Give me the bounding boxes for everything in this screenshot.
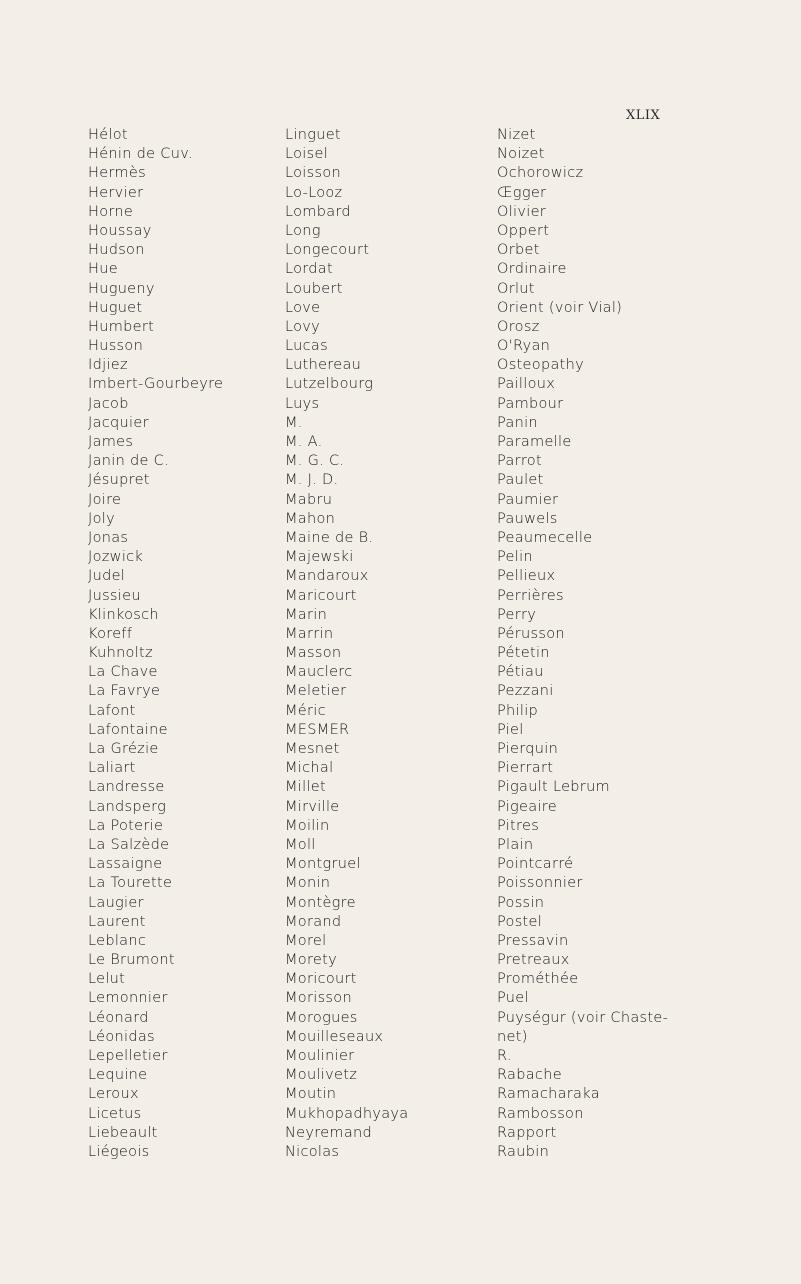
index-entry: Rabache [497,1067,562,1084]
index-entry: Perry [497,606,537,623]
index-entry: Moricourt [285,971,357,988]
index-entry: Pelin [497,549,533,566]
index-entry: Loubert [285,280,343,297]
index-entry: Loisel [285,146,329,163]
index-entry: Marrin [285,625,334,642]
index-column-3 [497,126,668,1162]
index-entry: Lordat [285,261,333,278]
index-entry: M. [285,414,303,431]
index-entry: Nicolas [285,1143,340,1160]
index-entry: R. [497,1048,512,1064]
index-entry: Lutzelbourg [285,376,374,393]
index-entry: Landresse [88,779,165,796]
index-entry: Mandaroux [285,568,369,585]
index-entry: Perrières [497,587,564,604]
index-entry: Houssay [88,222,152,239]
index-entry: Pérusson [497,625,565,642]
index-entry: Piel [497,721,524,738]
index-entry: Monin [285,875,331,892]
index-entry: Mesnet [285,741,340,757]
index-entry: Léonidas [88,1028,155,1045]
index-entry: Long [285,222,321,239]
index-entry: Pitres [497,817,540,834]
index-entry: M. J. D. [285,472,339,489]
index-entry: Marin [285,606,328,623]
index-entry: Moll [285,836,316,853]
index-entry: Orosz [497,318,540,335]
index-entry: MESMER [285,721,350,738]
index-entry: La Grézie [88,741,159,757]
index-entry: Huguet [88,299,143,316]
index-entry: Paumier [497,491,559,508]
index-entry: Puel [497,990,529,1007]
index-entry: Lepelletier [88,1048,168,1064]
index-entry: M. A. [285,434,323,450]
index-entry: Humbert [88,318,155,335]
index-entry: Léonard [88,1009,149,1026]
index-entry: Joire [88,491,122,508]
index-entry: Maricourt [285,587,357,604]
index-entry: Kuhnoltz [88,645,153,662]
index-entry: Hervier [88,184,144,201]
index-entry: Landsperg [88,798,167,815]
index-entry: Œgger [497,184,547,201]
index-entry: Pezzani [497,683,554,700]
index-entry: Hue [88,261,118,278]
index-entry: Pétetin [497,645,550,662]
index-entry: Moutin [285,1086,337,1103]
index-entry: Méric [285,702,326,719]
index-entry: Jozwick [88,549,144,566]
index-entry: Millet [285,779,327,796]
index-entry: Leblanc [88,932,147,949]
index-entry: Rapport [497,1124,557,1141]
index-entry: Horne [88,203,134,220]
index-entry: Orlut [497,280,535,297]
index-column-2 [285,126,408,1162]
index-entry: Leroux [88,1086,139,1103]
page-number: XLIX [626,108,661,123]
index-entry: Orient (voir Vial) [497,299,623,316]
index-entry: Montgruel [285,856,361,873]
index-entry: Ochorowicz [497,165,584,182]
index-entry: Masson [285,645,342,662]
index-entry: Pointcarré [497,856,574,873]
index-entry: Raubin [497,1143,550,1160]
index-entry: Ramacharaka [497,1086,600,1103]
index-entry: Poissonnier [497,875,583,892]
index-entry: Pauwels [497,510,558,527]
index-entry: Pierrart [497,760,554,777]
index-entry: Moilin [285,817,330,834]
index-entry: Plain [497,836,534,853]
index-entry: Maine de B. [285,529,374,546]
index-entry: Jésupret [88,472,150,489]
index-entry: La Chave [88,664,158,681]
index-entry: Neyremand [285,1124,373,1141]
index-column-1 [88,126,223,1162]
index-entry: Longecourt [285,242,370,259]
index-entry: Possin [497,894,545,911]
index-entry: Hudson [88,242,145,259]
index-entry: Pressavin [497,932,569,949]
index-entry: Judel [88,568,126,585]
index-entry: Lassaigne [88,856,163,873]
index-entry: Pierquin [497,741,559,757]
index-entry: Jacquier [88,414,149,431]
index-entry: Lovy [285,318,321,335]
index-entry: Moulinier [285,1048,355,1064]
index-entry: Pigeaire [497,798,557,815]
index-entry: Oppert [497,222,550,239]
index-entry: Lo-Looz [285,184,343,201]
index-entry: Olivier [497,203,547,220]
index-entry: Lombard [285,203,351,220]
index-entry: La Poterie [88,817,164,834]
index-entry: Idjiez [88,357,128,374]
index-entry: Mouilleseaux [285,1028,384,1045]
index-entry: Pambour [497,395,564,412]
index-entry: Prométhée [497,971,579,988]
index-entry: Pretreaux [497,952,570,969]
index-entry: Philip [497,702,539,719]
index-entry: net) [497,1028,528,1045]
index-entry: Panin [497,414,538,431]
index-entry: Jonas [88,529,129,546]
index-entry: Lelut [88,971,126,988]
index-entry: Pailloux [497,376,556,393]
index-entry: Parrot [497,453,542,470]
index-entry: Meletier [285,683,347,700]
index-entry: Hélot [88,127,128,143]
index-entry: James [88,434,134,450]
index-entry: Luthereau [285,357,362,374]
index-entry: Montègre [285,894,356,911]
index-entry: Jacob [88,395,129,412]
index-entry: Pétiau [497,664,544,681]
index-entry: Peaumecelle [497,529,593,546]
index-entry: La Tourette [88,875,173,892]
index-entry: Mahon [285,510,336,527]
index-entry: Mukhopadhyaya [285,1105,409,1122]
index-entry: Licetus [88,1105,142,1122]
index-entry: Le Brumont [88,952,175,969]
index-entry: Lemonnier [88,990,168,1007]
index-entry: Osteopathy [497,357,584,374]
index-entry: Rambosson [497,1105,584,1122]
index-entry: Paulet [497,472,544,489]
index-entry: Klinkosch [88,606,159,623]
index-entry: Pigault Lebrum [497,779,610,796]
index-entry: Koreff [88,625,133,642]
index-entry: Morety [285,952,338,969]
index-entry: Laliart [88,760,136,777]
index-entry: Puységur (voir Chaste- [497,1009,669,1026]
index-entry: Liégeois [88,1143,150,1160]
index-entry: Linguet [285,127,341,143]
index-entry: Nizet [497,127,536,143]
index-entry: Jussieu [88,587,141,604]
index-entry: Mabru [285,491,333,508]
index-entry: La Salzède [88,836,170,853]
index-entry: Love [285,299,321,316]
index-entry: Lucas [285,338,328,355]
index-entry: Morel [285,932,327,949]
index-entry: Janin de C. [88,453,169,470]
index-entry: Orbet [497,242,540,259]
index-entry: Joly [88,510,115,527]
index-entry: M. G. C. [285,453,345,470]
index-entry: Hermès [88,165,146,182]
index-entry: Luys [285,395,320,412]
index-entry: Morand [285,913,342,930]
index-entry: Morisson [285,990,352,1007]
index-entry: Laurent [88,913,146,930]
index-entry: Postel [497,913,543,930]
index-entry: Morogues [285,1009,358,1026]
index-entry: La Favrye [88,683,161,700]
index-entry: Lafontaine [88,721,168,738]
index-entry: Pellieux [497,568,556,585]
index-entry: Liebeault [88,1124,158,1141]
index-entry: Paramelle [497,434,572,450]
index-entry: Loisson [285,165,341,182]
index-entry: Lafont [88,702,136,719]
index-entry: Michal [285,760,334,777]
index-entry: Husson [88,338,144,355]
index-entry: Hénin de Cuv. [88,146,193,163]
index-entry: Laugier [88,894,144,911]
index-entry: Mirville [285,798,340,815]
index-entry: Ordinaire [497,261,567,278]
index-entry: Noizet [497,146,545,163]
index-entry: Majewski [285,549,354,566]
index-entry: Mauclerc [285,664,353,681]
index-entry: Imbert-Gourbeyre [88,376,224,393]
index-entry: Hugueny [88,280,155,297]
index-entry: Moulivetz [285,1067,358,1084]
index-entry: O'Ryan [497,338,551,355]
index-entry: Lequine [88,1067,148,1084]
